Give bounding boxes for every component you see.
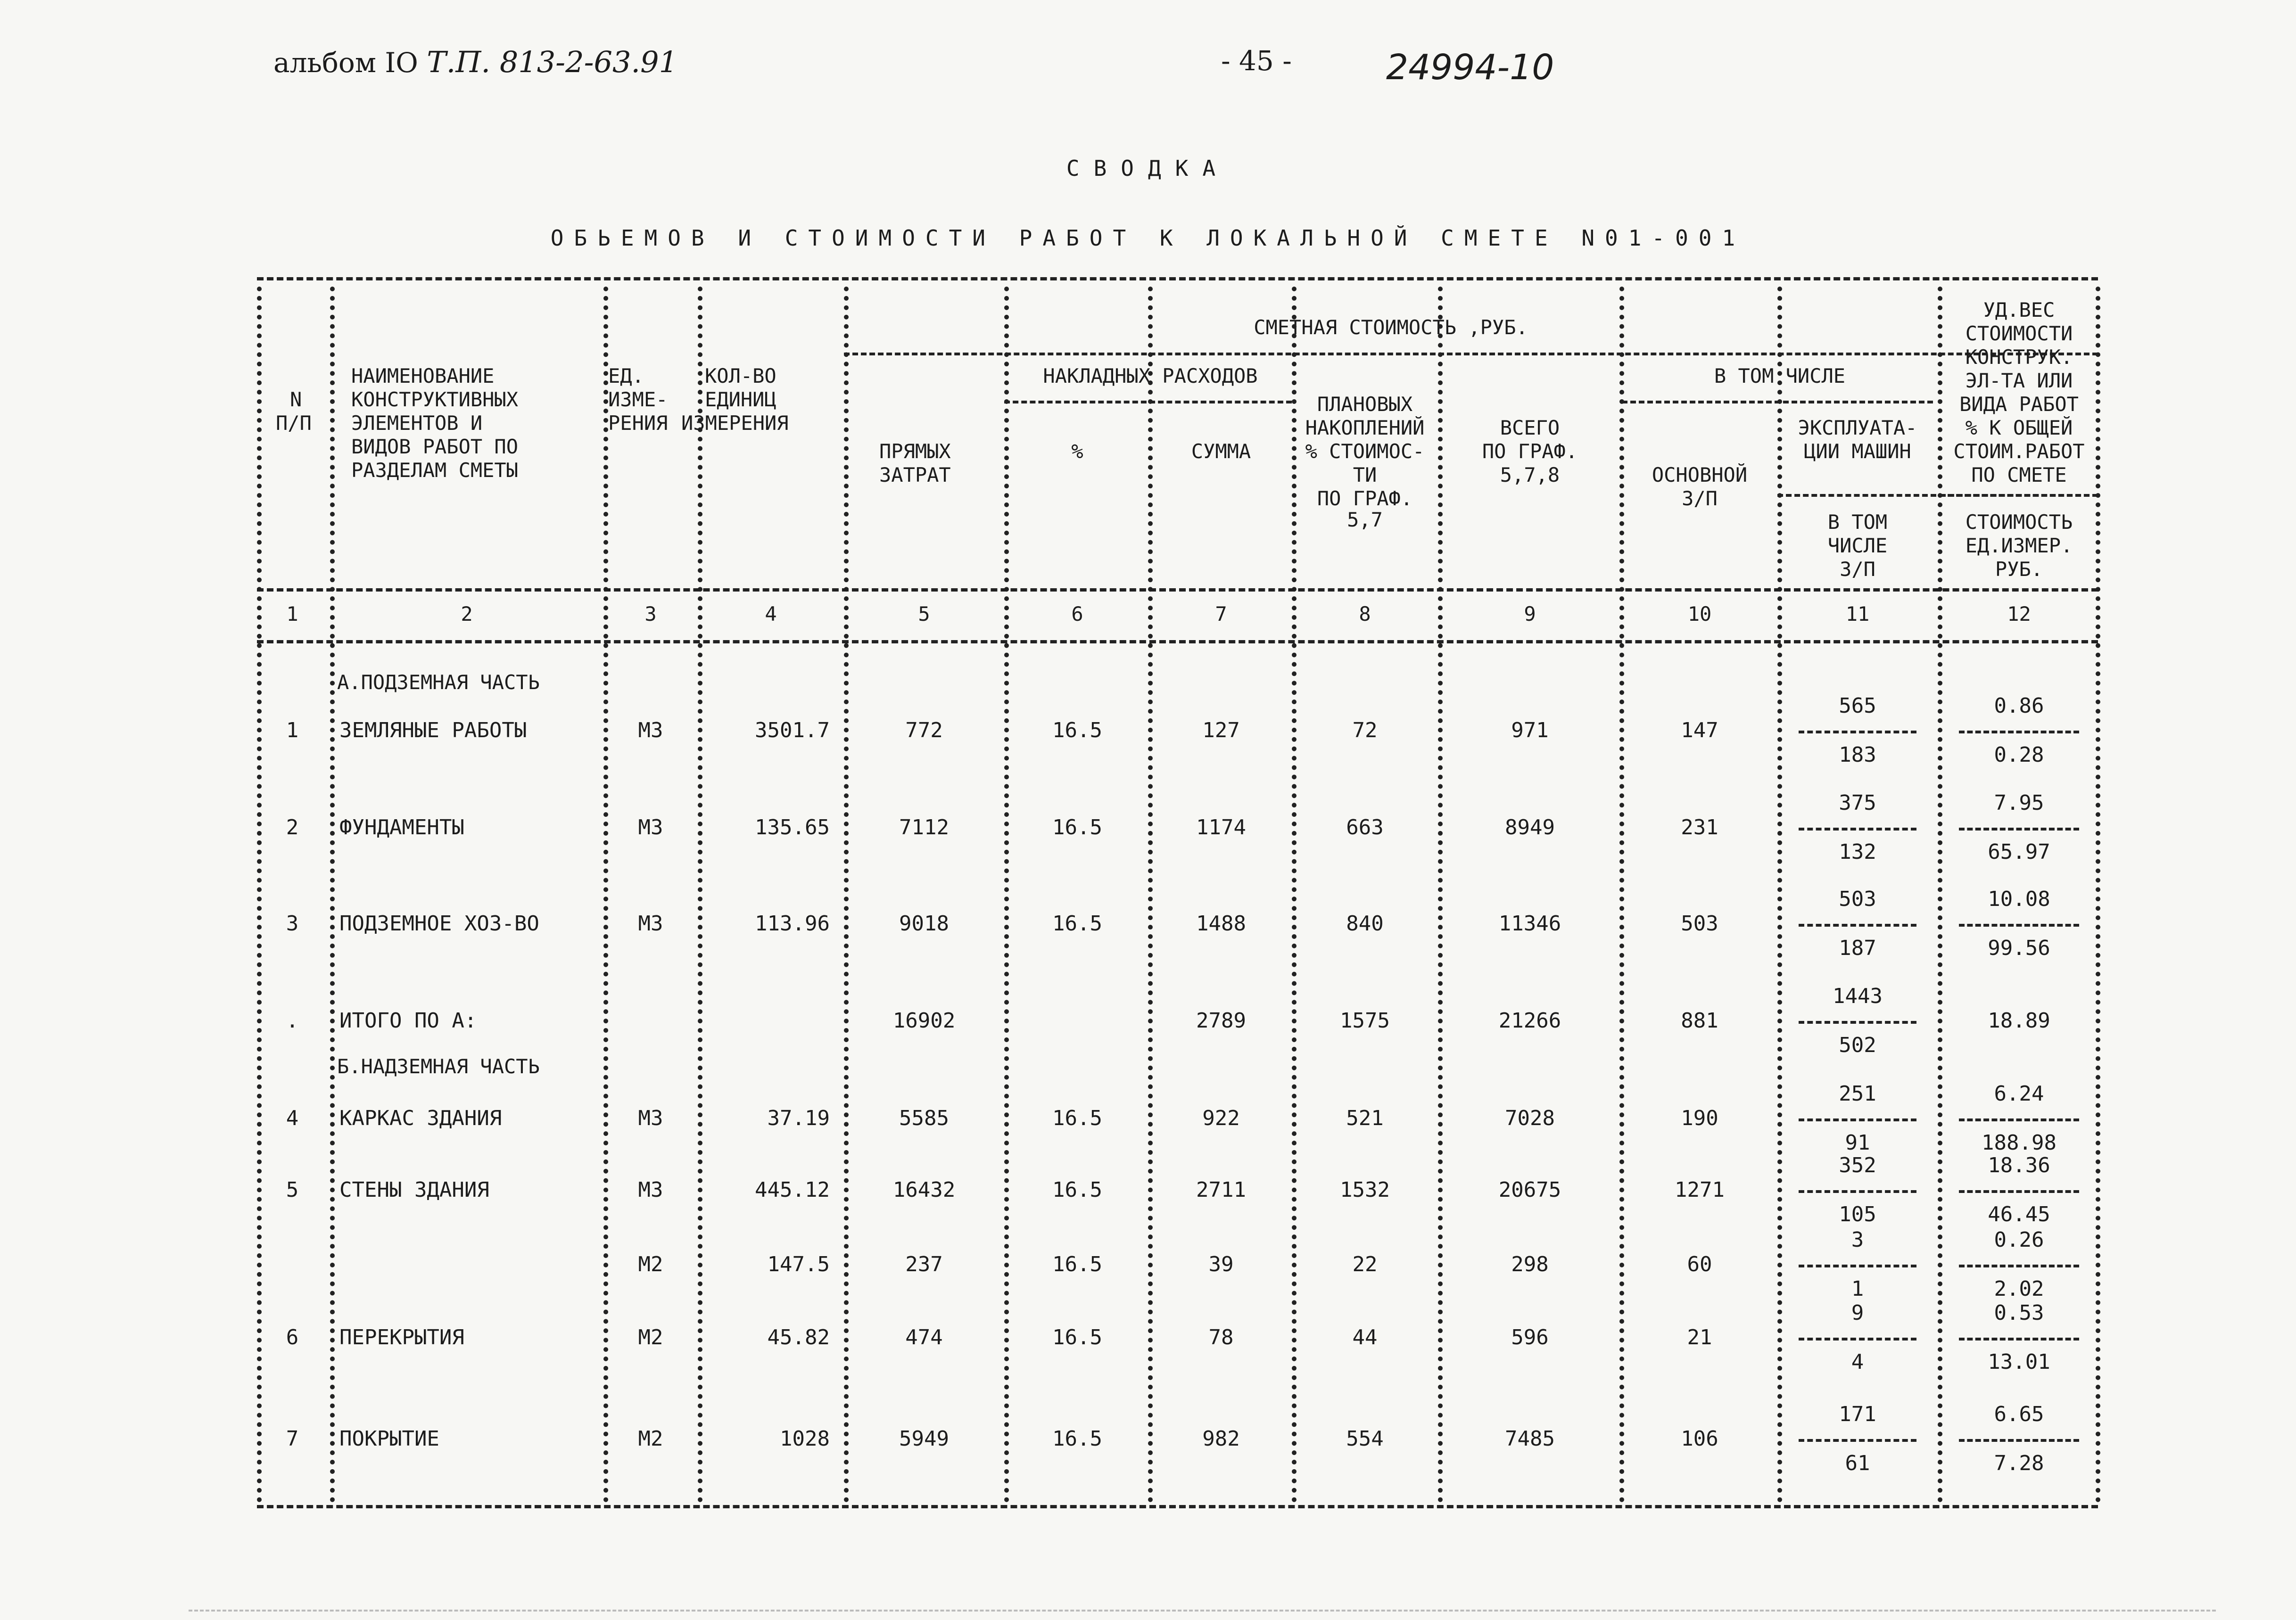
row-weight-percent: 10.08 bbox=[1988, 887, 2050, 911]
fraction-line bbox=[1959, 1338, 2079, 1340]
row-direct-cost: 7112 bbox=[899, 815, 949, 839]
row-unit-cost: 13.01 bbox=[1988, 1350, 2050, 1374]
row-unit: М3 bbox=[638, 912, 663, 936]
col-qty-header-1: КОЛ-ВО bbox=[705, 364, 776, 387]
row-weight-percent: 6.65 bbox=[1994, 1402, 2044, 1426]
col-number-5: 5 bbox=[918, 602, 930, 625]
document-number: 24994-10 bbox=[1386, 47, 1554, 88]
row-unit-cost: 65.97 bbox=[1988, 840, 2050, 864]
row-number: 6 bbox=[286, 1325, 299, 1349]
row-name: ПОКРЫТИЕ bbox=[339, 1427, 439, 1451]
row-overhead-sum: 127 bbox=[1202, 718, 1240, 742]
row-quantity: 113.96 bbox=[755, 912, 830, 936]
col-number-10: 10 bbox=[1687, 602, 1712, 625]
row-machines-wages: 502 bbox=[1839, 1033, 1876, 1057]
fraction-line bbox=[1959, 1265, 2079, 1267]
col-direct-header-2: ЗАТРАТ bbox=[879, 463, 951, 486]
row-total: 20675 bbox=[1498, 1178, 1561, 1202]
row-planned-savings: 1532 bbox=[1340, 1178, 1390, 1202]
col-machines-header-2: ЦИИ МАШИН bbox=[1804, 440, 1911, 463]
row-weight-percent: 7.95 bbox=[1994, 791, 2044, 815]
row-number: . bbox=[286, 1009, 299, 1033]
row-planned-savings: 1575 bbox=[1340, 1009, 1390, 1033]
col-number-3: 3 bbox=[644, 602, 657, 625]
fraction-line bbox=[1799, 731, 1916, 733]
row-unit: М2 bbox=[638, 1252, 663, 1276]
row-machines-total: 352 bbox=[1839, 1153, 1876, 1177]
row-overhead-sum: 2711 bbox=[1196, 1178, 1246, 1202]
col-machines-sub-2: ЧИСЛЕ bbox=[1827, 534, 1888, 557]
col-unit-header-2: ИЗМЕ- bbox=[608, 388, 668, 411]
table-top-rule bbox=[257, 277, 2098, 280]
row-machines-total: 171 bbox=[1839, 1402, 1876, 1426]
col-pct-header: % bbox=[1071, 440, 1083, 463]
row-weight-percent: 18.89 bbox=[1988, 1009, 2050, 1033]
row-basic-wages: 106 bbox=[1681, 1427, 1718, 1451]
row-total: 7485 bbox=[1505, 1427, 1555, 1451]
row-basic-wages: 1271 bbox=[1675, 1178, 1725, 1202]
row-unit: М3 bbox=[638, 718, 663, 742]
row-planned-savings: 554 bbox=[1346, 1427, 1384, 1451]
row-number: 1 bbox=[286, 718, 299, 742]
row-planned-savings: 22 bbox=[1352, 1252, 1378, 1276]
row-unit-cost: 99.56 bbox=[1988, 936, 2050, 960]
row-overhead-sum: 78 bbox=[1208, 1325, 1234, 1349]
col-basic-header-1: ОСНОВНОЙ bbox=[1652, 463, 1748, 486]
row-total: 11346 bbox=[1498, 912, 1561, 936]
row-overhead-percent: 16.5 bbox=[1052, 912, 1102, 936]
row-total: 298 bbox=[1511, 1252, 1549, 1276]
row-overhead-sum: 922 bbox=[1202, 1106, 1240, 1130]
column-separator bbox=[1004, 287, 1009, 1503]
col-planned-header-3: % СТОИМОС- bbox=[1305, 440, 1425, 463]
section-b-label: Б.НАДЗЕМНАЯ ЧАСТЬ bbox=[337, 1055, 540, 1078]
row-machines-total: 251 bbox=[1839, 1082, 1876, 1106]
document-subtitle: ОБЬЕМОВ И СТОИМОСТИ РАБОТ К ЛОКАЛЬНОЙ СМЕТЕ N01-001 bbox=[550, 225, 1746, 251]
row-machines-total: 1443 bbox=[1833, 984, 1883, 1008]
album-code: Т.П. 813-2-63.91 bbox=[427, 45, 678, 79]
col-name-header-1: НАИМЕНОВАНИЕ bbox=[351, 364, 495, 387]
row-basic-wages: 21 bbox=[1687, 1325, 1712, 1349]
cost-group-header: СМЕТНАЯ СТОИМОСТЬ ,РУБ. bbox=[1254, 316, 1528, 339]
row-number: 5 bbox=[286, 1178, 299, 1202]
row-machines-total: 3 bbox=[1851, 1228, 1864, 1252]
row-overhead-sum: 2789 bbox=[1196, 1009, 1246, 1033]
col-weight-sub-2: ЕД.ИЗМЕР. bbox=[1965, 534, 2073, 557]
row-unit: М3 bbox=[638, 1178, 663, 1202]
row-basic-wages: 881 bbox=[1681, 1009, 1718, 1033]
col-number-8: 8 bbox=[1359, 602, 1371, 625]
row-direct-cost: 9018 bbox=[899, 912, 949, 936]
row-quantity: 3501.7 bbox=[755, 718, 830, 742]
column-separator bbox=[698, 287, 702, 1503]
fraction-line bbox=[1959, 828, 2079, 831]
column-separator bbox=[1148, 287, 1153, 1503]
col-unit-header-1: ЕД. bbox=[608, 364, 644, 387]
col-planned-header-1: ПЛАНОВЫХ bbox=[1317, 393, 1413, 416]
row-number: 3 bbox=[286, 912, 299, 936]
row-name: ПЕРЕКРЫТИЯ bbox=[339, 1325, 464, 1349]
row-machines-total: 375 bbox=[1839, 791, 1876, 815]
row-direct-cost: 237 bbox=[905, 1252, 943, 1276]
row-unit-cost: 0.28 bbox=[1994, 743, 2044, 767]
row-overhead-sum: 39 bbox=[1208, 1252, 1234, 1276]
col-qty-header-3: ИЗМЕРЕНИЯ bbox=[681, 411, 789, 435]
fraction-line bbox=[1799, 1265, 1916, 1267]
col-number-7: 7 bbox=[1215, 602, 1227, 625]
col-number-4: 4 bbox=[765, 602, 777, 625]
col-weight-header-4: ЭЛ-ТА ИЛИ bbox=[1965, 369, 2073, 392]
row-machines-total: 9 bbox=[1851, 1301, 1864, 1325]
row-overhead-percent: 16.5 bbox=[1052, 1325, 1102, 1349]
row-number: 7 bbox=[286, 1427, 299, 1451]
row-planned-savings: 663 bbox=[1346, 815, 1384, 839]
row-overhead-percent: 16.5 bbox=[1052, 815, 1102, 839]
col-total-header-3: 5,7,8 bbox=[1500, 463, 1560, 486]
row-machines-wages: 1 bbox=[1851, 1277, 1864, 1301]
col-weight-sub-3: РУБ. bbox=[1995, 558, 2043, 581]
col-planned-header-5: ПО ГРАФ. bbox=[1317, 487, 1413, 510]
col-total-header-2: ПО ГРАФ. bbox=[1482, 440, 1578, 463]
row-name: ПОДЗЕМНОЕ ХОЗ-ВО bbox=[339, 912, 539, 936]
col-qty-header-2: ЕДИНИЦ bbox=[705, 388, 776, 411]
col-machines-sub-3: З/П bbox=[1840, 558, 1875, 581]
row-overhead-sum: 1488 bbox=[1196, 912, 1246, 936]
row-basic-wages: 503 bbox=[1681, 912, 1718, 936]
section-a-label: А.ПОДЗЕМНАЯ ЧАСТЬ bbox=[337, 671, 540, 694]
col-weight-header-2: СТОИМОСТИ bbox=[1965, 322, 2073, 345]
col-weight-header-6: % К ОБЩЕЙ bbox=[1965, 416, 2073, 439]
album-text: альбом IO bbox=[273, 47, 418, 79]
row-quantity: 135.65 bbox=[755, 815, 830, 839]
row-machines-wages: 91 bbox=[1845, 1131, 1870, 1155]
row-overhead-percent: 16.5 bbox=[1052, 1178, 1102, 1202]
row-unit: М3 bbox=[638, 1106, 663, 1130]
col-number-9: 9 bbox=[1524, 602, 1536, 625]
row-unit-cost: 7.28 bbox=[1994, 1451, 2044, 1475]
row-planned-savings: 840 bbox=[1346, 912, 1384, 936]
header-bottom-rule bbox=[257, 588, 2098, 592]
fraction-line bbox=[1959, 1190, 2079, 1193]
col-weight-header-1: УД.ВЕС bbox=[1983, 298, 2055, 321]
row-machines-wages: 183 bbox=[1839, 743, 1876, 767]
fraction-line bbox=[1799, 1190, 1916, 1193]
row-name: КАРКАС ЗДАНИЯ bbox=[339, 1106, 502, 1130]
row-weight-percent: 0.53 bbox=[1994, 1301, 2044, 1325]
row-name: ФУНДАМЕНТЫ bbox=[339, 815, 464, 839]
column-separator bbox=[257, 287, 262, 1503]
scan-edge-line bbox=[189, 1610, 2216, 1612]
col-name-header-4: ВИДОВ РАБОТ ПО bbox=[351, 435, 519, 458]
col-n-header-2: П/П bbox=[276, 411, 312, 435]
col-number-1: 1 bbox=[286, 602, 298, 625]
row-weight-percent: 6.24 bbox=[1994, 1082, 2044, 1106]
row-direct-cost: 16432 bbox=[892, 1178, 956, 1202]
column-separator bbox=[330, 287, 335, 1503]
row-overhead-sum: 1174 bbox=[1196, 815, 1246, 839]
row-overhead-sum: 982 bbox=[1202, 1427, 1240, 1451]
row-machines-wages: 132 bbox=[1839, 840, 1876, 864]
col-weight-header-5: ВИДА РАБОТ bbox=[1959, 393, 2079, 416]
column-separator bbox=[1619, 287, 1624, 1503]
fraction-line bbox=[1799, 1439, 1916, 1442]
fraction-line bbox=[1799, 1118, 1916, 1121]
fraction-line bbox=[1799, 828, 1916, 831]
col-planned-header-2: НАКОПЛЕНИЙ bbox=[1305, 416, 1425, 439]
row-overhead-percent: 16.5 bbox=[1052, 1106, 1102, 1130]
row-machines-wages: 61 bbox=[1845, 1451, 1870, 1475]
col-planned-header-4: ТИ bbox=[1353, 463, 1377, 486]
row-direct-cost: 772 bbox=[905, 718, 943, 742]
row-direct-cost: 474 bbox=[905, 1325, 943, 1349]
column-separator bbox=[603, 287, 608, 1503]
row-machines-wages: 4 bbox=[1851, 1350, 1864, 1374]
row-basic-wages: 147 bbox=[1681, 718, 1718, 742]
row-planned-savings: 72 bbox=[1352, 718, 1378, 742]
row-overhead-percent: 16.5 bbox=[1052, 718, 1102, 742]
row-number: 4 bbox=[286, 1106, 299, 1130]
row-machines-wages: 187 bbox=[1839, 936, 1876, 960]
fraction-line bbox=[1959, 924, 2079, 927]
row-unit-cost: 188.98 bbox=[1982, 1131, 2056, 1155]
document-title: СВОДКА bbox=[1066, 156, 1230, 181]
fraction-line bbox=[1959, 731, 2079, 733]
col-number-6: 6 bbox=[1071, 602, 1083, 625]
fraction-line bbox=[1959, 1439, 2079, 1442]
col-machines-sub-1: В ТОМ bbox=[1827, 510, 1888, 534]
row-direct-cost: 5949 bbox=[899, 1427, 949, 1451]
row-direct-cost: 5585 bbox=[899, 1106, 949, 1130]
col-weight-header-3: КОНСТРУК. bbox=[1965, 345, 2073, 369]
row-name: СТЕНЫ ЗДАНИЯ bbox=[339, 1178, 489, 1202]
col-weight-sub-1: СТОИМОСТЬ bbox=[1965, 510, 2073, 534]
row-quantity: 147.5 bbox=[767, 1252, 830, 1276]
page-number: - 45 - bbox=[1221, 45, 1292, 77]
row-planned-savings: 521 bbox=[1346, 1106, 1384, 1130]
col-planned-header-6: 5,7 bbox=[1347, 508, 1383, 531]
table-bottom-rule bbox=[257, 1505, 2098, 1508]
col-direct-header-1: ПРЯМЫХ bbox=[879, 440, 951, 463]
row-weight-percent: 18.36 bbox=[1988, 1153, 2050, 1177]
row-machines-total: 503 bbox=[1839, 887, 1876, 911]
fraction-line bbox=[1959, 1118, 2079, 1121]
col-number-12: 12 bbox=[2007, 602, 2031, 625]
row-total: 596 bbox=[1511, 1325, 1549, 1349]
col-name-header-2: КОНСТРУКТИВНЫХ bbox=[351, 388, 519, 411]
cost-group-rule bbox=[844, 353, 2098, 355]
col-total-header-1: ВСЕГО bbox=[1500, 416, 1560, 439]
row-quantity: 1028 bbox=[780, 1427, 830, 1451]
row-planned-savings: 44 bbox=[1352, 1325, 1378, 1349]
row-overhead-percent: 16.5 bbox=[1052, 1427, 1102, 1451]
album-label bbox=[273, 45, 677, 79]
col-machines-header-1: ЭКСПЛУАТА- bbox=[1798, 416, 1917, 439]
fraction-line bbox=[1799, 1338, 1916, 1340]
col-basic-header-2: З/П bbox=[1682, 487, 1718, 510]
row-machines-total: 565 bbox=[1839, 694, 1876, 718]
row-name: ЗЕМЛЯНЫЕ РАБОТЫ bbox=[339, 718, 527, 742]
row-quantity: 37.19 bbox=[767, 1106, 830, 1130]
row-total: 971 bbox=[1511, 718, 1549, 742]
row-basic-wages: 190 bbox=[1681, 1106, 1718, 1130]
summary-table bbox=[257, 277, 2098, 1507]
col-weight-header-7: СТОИМ.РАБОТ bbox=[1953, 440, 2085, 463]
row-quantity: 45.82 bbox=[767, 1325, 830, 1349]
row-weight-percent: 0.86 bbox=[1994, 694, 2044, 718]
row-total: 8949 bbox=[1505, 815, 1555, 839]
fraction-line bbox=[1799, 1021, 1916, 1024]
column-separator bbox=[1438, 287, 1443, 1503]
fraction-line bbox=[1799, 924, 1916, 927]
weight-sub-rule bbox=[1940, 494, 2098, 497]
row-basic-wages: 231 bbox=[1681, 815, 1718, 839]
incl-group-header: В ТОМ ЧИСЛЕ bbox=[1714, 364, 1846, 387]
col-name-header-3: ЭЛЕМЕНТОВ И bbox=[351, 411, 483, 435]
row-name: ИТОГО ПО А: bbox=[339, 1009, 477, 1033]
column-separator bbox=[844, 287, 849, 1503]
col-n-header: N bbox=[290, 388, 302, 411]
col-number-2: 2 bbox=[461, 602, 473, 625]
row-number: 2 bbox=[286, 815, 299, 839]
row-unit-cost: 46.45 bbox=[1988, 1202, 2050, 1226]
row-unit: М2 bbox=[638, 1325, 663, 1349]
row-overhead-percent: 16.5 bbox=[1052, 1252, 1102, 1276]
col-weight-header-8: ПО СМЕТЕ bbox=[1971, 463, 2067, 486]
row-basic-wages: 60 bbox=[1687, 1252, 1712, 1276]
row-unit: М2 bbox=[638, 1427, 663, 1451]
number-row-rule bbox=[257, 640, 2098, 643]
col-number-11: 11 bbox=[1845, 602, 1870, 625]
row-unit: М3 bbox=[638, 815, 663, 839]
col-name-header-5: РАЗДЕЛАМ СМЕТЫ bbox=[351, 459, 519, 482]
column-separator bbox=[1292, 287, 1297, 1503]
row-unit-cost: 2.02 bbox=[1994, 1277, 2044, 1301]
row-quantity: 445.12 bbox=[755, 1178, 830, 1202]
col-unit-header-3: РЕНИЯ bbox=[608, 411, 668, 435]
col-sum-header: СУММА bbox=[1191, 440, 1251, 463]
row-total: 21266 bbox=[1498, 1009, 1561, 1033]
overhead-group-header: НАКЛАДНЫХ РАСХОДОВ bbox=[1043, 364, 1258, 387]
row-machines-wages: 105 bbox=[1839, 1202, 1876, 1226]
row-direct-cost: 16902 bbox=[892, 1009, 956, 1033]
row-total: 7028 bbox=[1505, 1106, 1555, 1130]
row-weight-percent: 0.26 bbox=[1994, 1228, 2044, 1252]
